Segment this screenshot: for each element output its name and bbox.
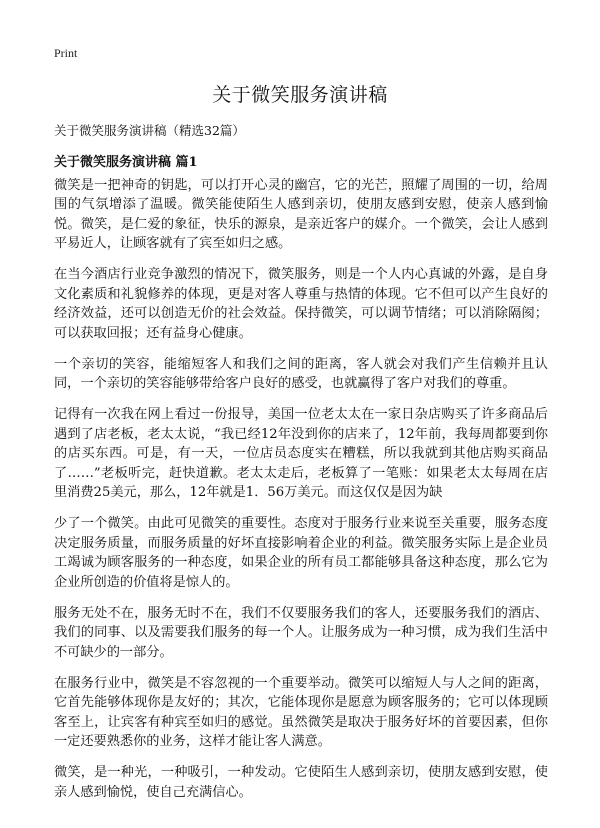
paragraph: 微笑，是一种光，一种吸引，一种发动。它使陌生人感到亲切，使朋友感到安慰，使亲人感到愉悦，使自己充满信心。	[54, 765, 548, 800]
paragraph: 一个亲切的笑容，能缩短客人和我们之间的距离，客人就会对我们产生信赖并且认同，一个亲切的笑容能够带给客户良好的感受，也就赢得了客户对我们的尊重。	[54, 356, 548, 392]
document-subtitle: 关于微笑服务演讲稿（精选32篇）	[54, 123, 245, 138]
paragraph: 在服务行业中，微笑是不容忽视的一个重要举动。微笑可以缩短人与人之间的距离，它首先能够体现你是友好的；其次，它能体现你是愿意为顾客服务的；它可以体现顾客至上，让宾客有种宾至如归的感觉。虽然微笑是取决于服务好坏的首要因素，但你一定还要熟悉你的业务，这样才能让客人满意。	[54, 675, 548, 749]
paragraph: 在当今酒店行业竞争激烈的情况下，微笑服务，则是一个人内心真诚的外露，是自身文化素质和礼貌修养的体现，更是对客人尊重与热情的体现。它不但可以产生良好的经济效益，还可以创造无价的社会效益。保持微笑，可以调节情绪；可以消除隔阂；可以获取回报；还有益身心健康。	[54, 267, 548, 341]
section-heading: 关于微笑服务演讲稿 篇1	[54, 155, 198, 170]
paragraph: 少了一个微笑。由此可见微笑的重要性。态度对于服务行业来说至关重要，服务态度决定服务质量，而服务质量的好坏直接影响着企业的利益。微笑服务实际上是企业员工竭诚为顾客服务的一种态度，如果企业的所有员工都能够具备这种态度，那么它为企业所创造的价值将是惊人的。	[54, 516, 548, 590]
article-body	[54, 176, 548, 814]
paragraph: 记得有一次我在网上看过一份报导，美国一位老太太在一家日杂店购买了许多商品后遇到了店老板，老太太说，“我已经12年没到你的店来了，12年前，我每周都要到你的店买东西。可是，有一天，一位店员态度实在糟糕，所以我就到其他店购买商品了……”老板听完，赶快道歉。老太太走后，老板算了一笔账：如果老太太每周在店里消费25美元，那么，12年就是1．56万美元。而这仅仅是因为缺	[54, 407, 548, 501]
page-title: 关于微笑服务演讲稿	[212, 84, 388, 106]
print-link[interactable]: Print	[54, 46, 78, 60]
paragraph: 微笑是一把神奇的钥匙，可以打开心灵的幽宫，它的光芒，照耀了周围的一切，给周围的气氛增添了温暖。微笑能使陌生人感到亲切，使朋友感到安慰，使亲人感到愉悦。微笑，是仁爱的象征，快乐的源泉，是亲近客户的媒介。一个微笑，会让人感到平易近人，让顾客就有了宾至如归之感。	[54, 178, 548, 252]
paragraph: 服务无处不在，服务无时不在，我们不仅要服务我们的客人，还要服务我们的酒店、我们的同事、以及需要我们服务的每一个人。让服务成为一种习惯，成为我们生活中不可缺少的一部分。	[54, 605, 548, 660]
